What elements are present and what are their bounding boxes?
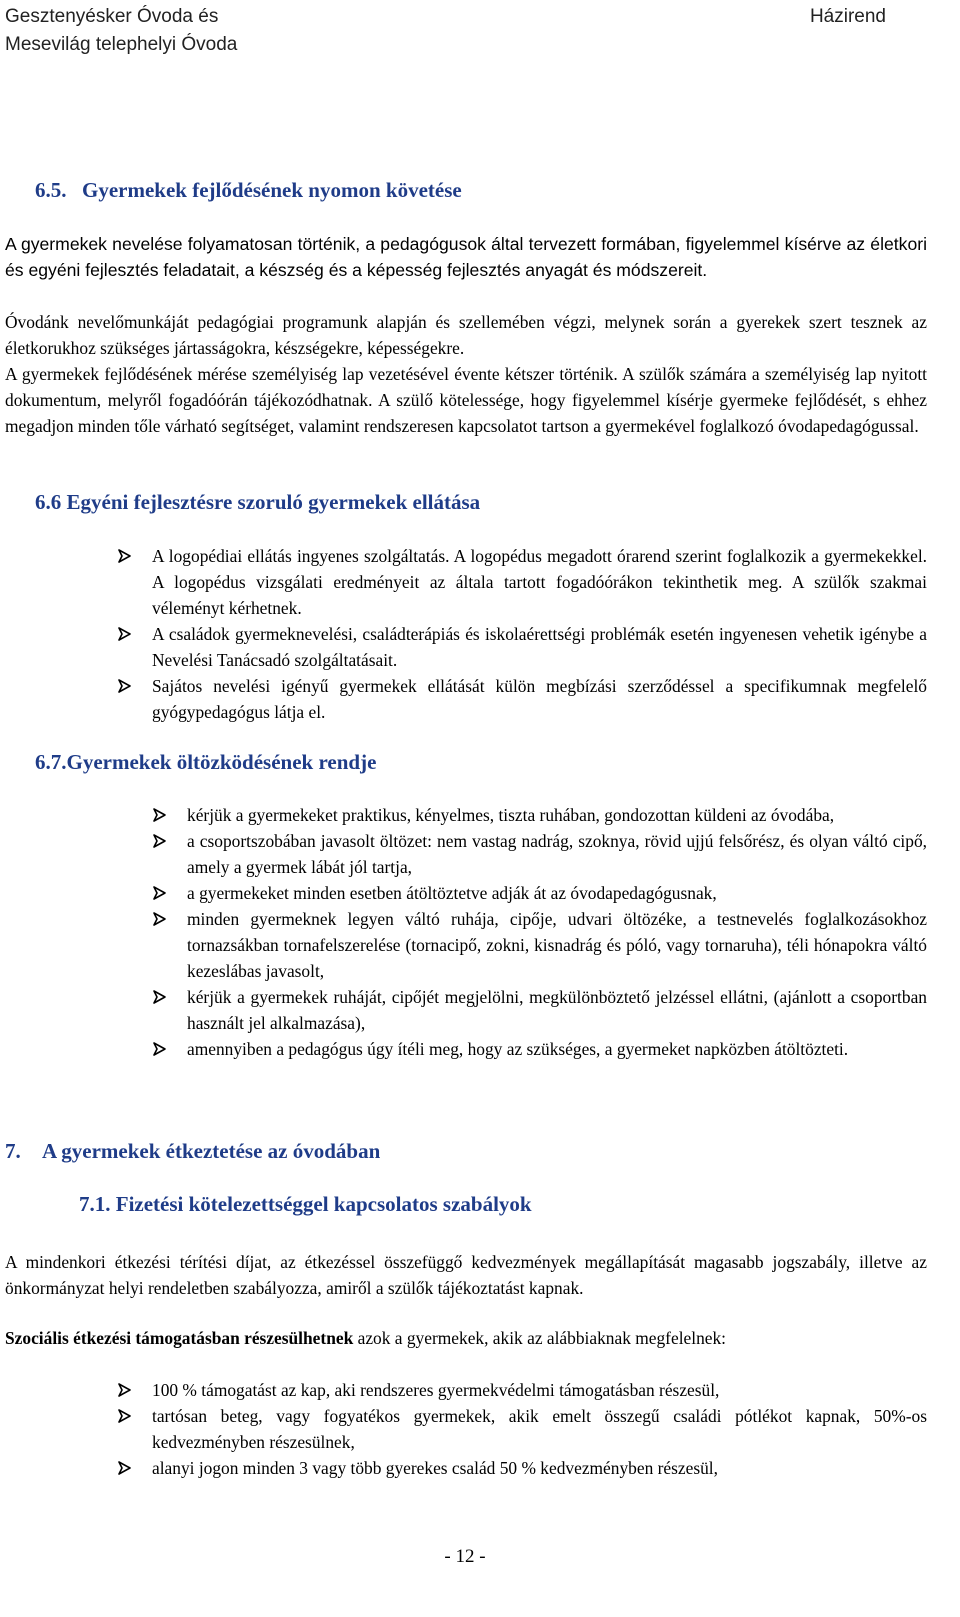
list-item [117, 543, 927, 621]
list-item-text: alanyi jogon minden 3 vagy több gyerekes család 50 % kedvezményben részesül, [152, 1458, 718, 1478]
section-6-7-list [152, 802, 927, 1062]
list-item [152, 906, 927, 984]
list-item-text: kérjük a gyermekeket praktikus, kényelmes, tiszta ruhában, gondozottan küldeni az óvodába, [187, 805, 835, 825]
list-item-text: a gyermekeket minden esetben átöltöztetve adják át az óvodapedagógusnak, [187, 883, 717, 903]
arrow-bullet-icon [152, 880, 168, 906]
arrow-bullet-icon [152, 828, 168, 854]
section-7-1-paragraph-1: A mindenkori étkezési térítési díjat, az étkezéssel összefüggő kedvezmények megállapítását magasabb jogszabály, illetve az önkormányzat helyi rendeletben szabályozza, amiről a szülők tájékoztatást kapnak. [5, 1252, 927, 1298]
section-6-7-title: 6.7.Gyermekek öltözködésének rendje [35, 750, 377, 774]
section-6-5-paragraph-3: A gyermekek fejlődésének mérése személyiség lap vezetésével évente kétszer történik. A szülők számára a személyiség lap nyitott dokumentum, melyről fogadóórán tájékozódhatnak. A szülő kötelessége, hogy figyelemmel kísérje gyermeke fejlődését, s ehhez megadjon minden tőle várható segítséget, valamint rendszeresen kapcsolatot tartson a gyermekével foglalkozó óvodapedagógussal. [5, 364, 927, 436]
arrow-bullet-icon [117, 621, 133, 647]
page-number: - 12 - [444, 1546, 486, 1567]
arrow-bullet-icon [152, 1036, 168, 1062]
arrow-bullet-icon [152, 906, 168, 932]
header-doc-title: Házirend [809, 6, 886, 27]
section-7-title: A gyermekek étkeztetése az óvodában [42, 1139, 381, 1163]
list-item-text: amennyiben a pedagógus úgy ítéli meg, hogy az szükséges, a gyermeket napközben átöltözteti. [187, 1039, 849, 1059]
list-item [117, 1377, 927, 1403]
section-7-1-paragraph-2 [5, 1325, 927, 1351]
arrow-bullet-icon [117, 1403, 133, 1429]
section-7-number: 7. [5, 1139, 21, 1163]
list-item [152, 1036, 927, 1062]
section-6-6-list [117, 543, 927, 725]
list-item [152, 880, 927, 906]
section-7-1-title: 7.1. Fizetési kötelezettséggel kapcsolatos szabályok [79, 1192, 532, 1216]
list-item [117, 1455, 927, 1481]
section-6-5-number: 6.5. [35, 178, 67, 202]
arrow-bullet-icon [117, 543, 133, 569]
list-item-text: a csoportszobában javasolt öltözet: nem vastag nadrág, szoknya, rövid ujjú felsőrész, és olyan váltó cipő, amely a gyermek lábát jól tartja, [187, 831, 927, 877]
list-item [152, 984, 927, 1036]
arrow-bullet-icon [152, 984, 168, 1010]
arrow-bullet-icon [117, 673, 133, 699]
section-6-5-paragraph-1: A gyermekek nevelése folyamatosan történik, a pedagógusok által tervezett formában, figyelemmel kísérve az életkori és egyéni fejlesztés feladatait, a készség és a képesség fejlesztés anyagát és módszereit. [5, 234, 927, 280]
list-item [117, 1403, 927, 1455]
section-6-5-paragraph-2: Óvodánk nevelőmunkáját pedagógiai programunk alapján és szellemében végzi, melynek során a gyerekek szert tesznek az életkorukhoz szükséges jártasságokra, készségekre, képességekre. [5, 312, 927, 358]
list-item-text: A logopédiai ellátás ingyenes szolgáltatás. A logopédus megadott órarend szerint foglalkozik a gyermekekkel. A logopédus vizsgálati eredményeit az általa tartott fogadóórákon tekinthetik meg. A szülők szakmai véleményt kérhetnek. [152, 546, 927, 618]
list-item-text: Sajátos nevelési igényű gyermekek ellátását külön megbízási szerződéssel a specifikumnak megfelelő gyógypedagógus látja el. [152, 676, 927, 722]
section-6-5-title: Gyermekek fejlődésének nyomon követése [82, 178, 462, 202]
arrow-bullet-icon [152, 802, 168, 828]
header-institution [5, 3, 237, 59]
arrow-bullet-icon [117, 1377, 133, 1403]
paragraph-rest: azok a gyermekek, akik az alábbiaknak megfelelnek: [353, 1328, 727, 1348]
list-item-text: kérjük a gyermekek ruháját, cipőjét megjelölni, megkülönböztető jelzéssel ellátni, (ajánlott a csoportban használt jel alkalmazása), [187, 987, 927, 1033]
list-item [152, 828, 927, 880]
list-item [117, 673, 927, 725]
list-item-text: minden gyermeknek legyen váltó ruhája, cipője, udvari öltözéke, a testnevelés foglalkozásokhoz tornazsákban tornafelszerelése (tornacipő, zokni, kisnadrág és póló, vagy tornaruha), téli hónapokra váltó kezeslábas javasolt, [187, 909, 927, 981]
paragraph-bold-lead: Szociális étkezési támogatásban részesülhetnek [5, 1328, 354, 1348]
arrow-bullet-icon [117, 1455, 133, 1481]
list-item [152, 802, 927, 828]
section-6-6-title: 6.6 Egyéni fejlesztésre szoruló gyermekek ellátása [35, 490, 481, 514]
header-institution-line2: Mesevilág telephelyi Óvoda [5, 34, 238, 55]
list-item-text: A családok gyermeknevelési, családterápiás és iskolaérettségi problémák esetén ingyenesen vehetik igénybe a Nevelési Tanácsadó szolgáltatásait. [152, 624, 927, 670]
section-7-1-list [117, 1377, 927, 1481]
list-item [117, 621, 927, 673]
list-item-text: 100 % támogatást az kap, aki rendszeres gyermekvédelmi támogatásban részesül, [152, 1380, 720, 1400]
header-institution-line1: Gesztenyésker Óvoda és [5, 6, 219, 27]
list-item-text: tartósan beteg, vagy fogyatékos gyermekek, akik emelt összegű családi pótlékot kapnak, 50%-os kedvezményben részesülnek, [152, 1406, 927, 1452]
